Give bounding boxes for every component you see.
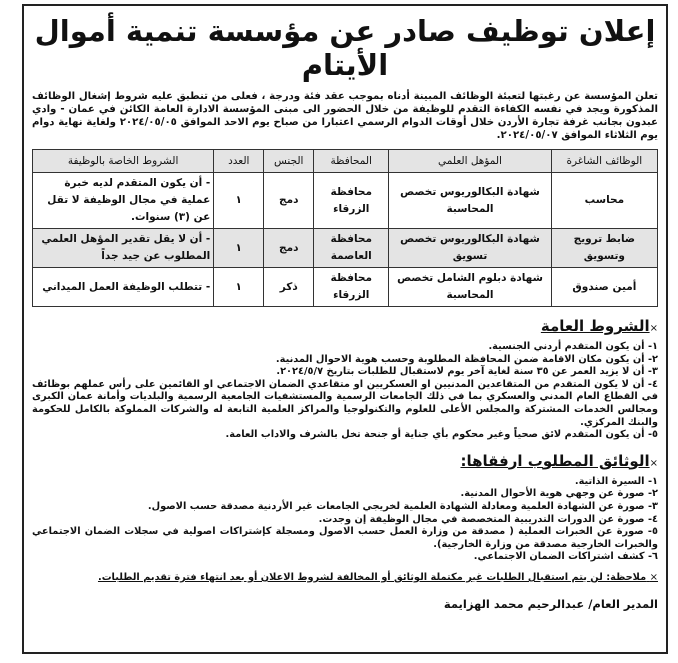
documents-heading: ×الوثائق المطلوب ارفقاها:	[460, 451, 658, 470]
cell-gender: ذكر	[264, 268, 314, 307]
cell-job: محاسب	[551, 173, 657, 229]
cell-conditions: - تتطلب الوظيفة العمل الميداني	[33, 268, 214, 307]
header-cell: المؤهل العلمي	[389, 150, 552, 173]
header-cell: الشروط الخاصة بالوظيفة	[33, 150, 214, 173]
cell-count: ١	[214, 173, 264, 229]
list-item: ٥- أن يكون المتقدم لائق صحياً وغير محكوم بأي جناية أو جنحة تخل بالشرف والاداب العامة.	[225, 429, 658, 441]
job-advertisement	[22, 4, 668, 654]
list-item: ٢- أن يكون مكان الاقامة ضمن المحافظة المطلوبة وحسب هوية الاحوال المدنية.	[275, 353, 658, 365]
list-item: ١- السيرة الذاتية.	[574, 475, 658, 487]
list-item: ٢- صورة عن وجهي هوية الأحوال المدنية.	[460, 488, 658, 500]
list-item: ٤- أن لا يكون المتقدم من المتقاعدين المدنيين او العسكريين او متقاعدي الضمان الاجتماعي او القائمين على رأس عملهم بوظائف في القطاع العام المدني والعسكري بما في ذلك الجامعات الرسمية والمستشفيات الجامعية الرسمية والبلديات وأمانة عمان الكبرى ومجالس الخدمات المشتركة والمجلس الأعلى للعلوم والتكنولوجيا والمراكز العلمية التابعة له والشركات المملوكة بالكامل للحكومة والبنك المركزي.	[32, 378, 658, 428]
cell-count: ١	[214, 229, 264, 268]
documents-list	[32, 476, 658, 564]
table-row	[33, 173, 658, 229]
cell-job: ضابط ترويج وتسويق	[551, 229, 657, 268]
list-item: ٣- صورة عن الشهادة العلمية ومعادلة الشهادة العلمية لخريجي الجامعات غير الأردنية مصدقة حسب الاصول.	[147, 500, 658, 512]
cell-governorate: محافظة الزرقاء	[314, 268, 389, 307]
cell-count: ١	[214, 268, 264, 307]
cell-gender: دمج	[264, 229, 314, 268]
list-item: ٥- صورة عن الخبرات العملية ( مصدقة من وزارة العمل حسب الاصول ومسجلة كإشتراكات اصولية في سجلات الضمان الاجتماعي والخبرات الخارجية مصدقة من وزارة الخارجية).	[32, 526, 658, 550]
cell-qualification: شهادة البكالوريوس تخصص تسويق	[389, 229, 552, 268]
ad-title: إعلان توظيف صادر عن مؤسسة تنمية أموال الأيتام	[34, 14, 656, 82]
note: × ملاحظة: لن يتم استقبال الطلبات غير مكتملة الوثائق أو المخالفة لشروط الاعلان أو بعد انتهاء فترة تقديم الطلبات.	[97, 571, 658, 583]
table-header	[33, 150, 658, 173]
cell-gender: دمج	[264, 173, 314, 229]
bullet-x-icon: ×	[649, 323, 658, 334]
cell-qualification: شهادة البكالوريوس تخصص المحاسبة	[389, 173, 552, 229]
list-item: ١- أن يكون المتقدم أردني الجنسية.	[488, 341, 658, 352]
header-cell: المحافظة	[314, 150, 389, 173]
cell-job: أمين صندوق	[551, 268, 657, 307]
cell-conditions: - أن لا يقل تقدير المؤهل العلمي المطلوب عن جيد جداً	[33, 229, 214, 268]
header-cell: الجنس	[264, 150, 314, 173]
signature: المدير العام/ عبدالرحيم محمد الهزايمة	[443, 596, 658, 611]
bullet-x-icon: ×	[649, 571, 658, 583]
general-conditions-heading: ×الشروط العامة	[540, 317, 658, 335]
cell-governorate: محافظة الزرقاء	[314, 173, 389, 229]
cell-governorate: محافظة العاصمة	[314, 229, 389, 268]
list-item: ٣- أن لا يزيد العمر عن ٣٥ سنة لغاية آخر يوم لاستقبال للطلبات بتاريخ ٢٠٢٤/٥/٧.	[276, 366, 658, 378]
cell-conditions: - أن يكون المتقدم لديه خبرة عملية في مجال الوظيفة لا تقل عن (٣) سنوات.	[33, 173, 214, 229]
bullet-x-icon: ×	[649, 457, 658, 469]
vacancies-table	[32, 149, 658, 307]
header-cell: الوظائف الشاغرة	[551, 150, 657, 173]
header-cell: العدد	[214, 150, 264, 173]
general-conditions-list	[32, 341, 658, 442]
list-item: ٦- كشف اشتراكات الضمان الاجتماعي.	[473, 551, 658, 563]
list-item: ٤- صورة عن الدورات التدريبية المتخصصة في مجال الوظيفة إن وجدت.	[318, 513, 658, 525]
intro-paragraph: تعلن المؤسسة عن رغبتها لتعبئة الوظائف المبينة أدناه بموجب عقد فئة ودرجة ، فعلى من تنطبق عليه شروط إشغال الوظائف المذكورة ويجد في نفسه الكفاءة التقدم للوظيفة من خلال الحضور الى مبنى المؤسسة الادارة العامة الكائن في عمان - وادي عبدون بجانب غرفة تجارة الأردن خلال أوقات الدوام الرسمي اعتبارا من صباح يوم الاحد الموافق ٢٠٢٤/٠٥/٠٥ ولغاية نهاية دوام يوم الثلاثاء الموافق ٢٠٢٤/٠٥/٠٧.	[32, 91, 659, 141]
cell-qualification: شهادة دبلوم الشامل تخصص المحاسبة	[389, 268, 552, 307]
table-row	[33, 268, 658, 307]
table-row	[33, 229, 658, 268]
